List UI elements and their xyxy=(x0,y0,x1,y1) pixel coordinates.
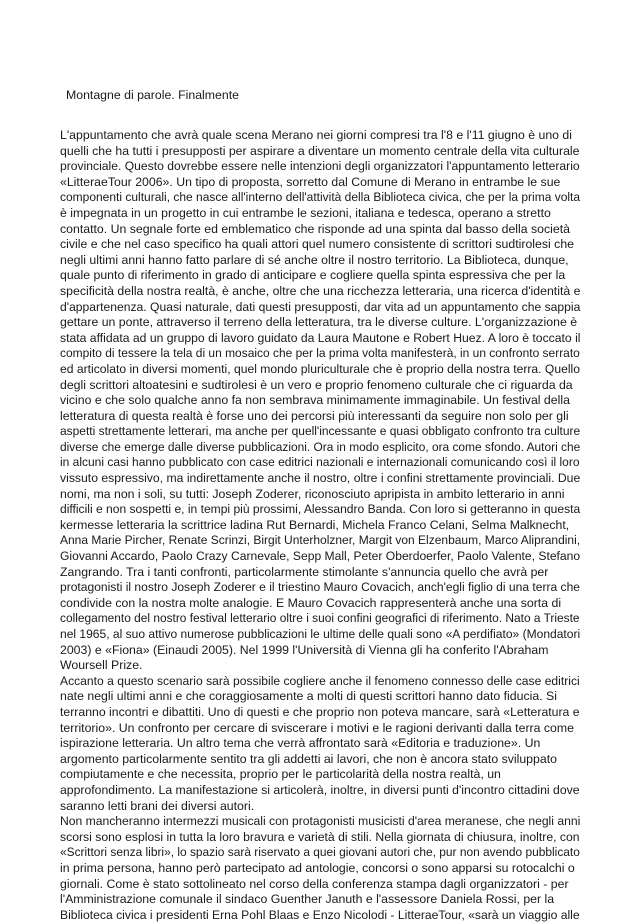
text-line: kermesse letteraria la scrittrice ladina Rut Bernardi, Michela Franco Celani, Selma Malknecht, xyxy=(60,517,570,532)
text-line: Woursell Prize. xyxy=(60,658,143,673)
text-line: quale punto di riferimento in grado di anticipare e cogliere quella spinta espressiva che per la xyxy=(60,268,566,283)
text-line: provinciale. Questo dovrebbe essere nelle intenzioni degli organizzatori l'appuntamento letterario xyxy=(60,159,580,174)
text-line: nel 1965, al suo attivo numerose pubblicazioni le ultime delle quali sono «A perdifiato» (Mondatori xyxy=(60,627,581,641)
text-line: ed articolato in diversi momenti, quel mondo pluriculturale che è proprio della nostra terra. Quello xyxy=(60,361,580,376)
text-line: Non mancheranno intermezzi musicali con protagonisti musicisti d'area meranese, che negli anni xyxy=(60,814,581,829)
text-line: nomi, ma non i soli, su tutti: Joseph Zoderer, riconosciuto apripista in ambito letterario in anni xyxy=(60,486,565,501)
text-line: compiutamente e che necessita, proprio per le particolarità della nostra realtà, un xyxy=(60,767,501,782)
paragraph xyxy=(60,128,580,674)
text-line: in prima persona, hanno però partecipato ad antologie, concorsi o sono apparsi su rotocalchi o xyxy=(60,860,575,875)
text-line: protagonisti il nostro Joseph Zoderer e il triestino Mauro Covacich, anch'egli figlio di una terra che xyxy=(60,580,581,595)
text-line: approfondimento. La manifestazione si articolerà, inoltre, in diversi punti d'incontro cittadini dove xyxy=(60,782,580,797)
text-line: scorsi sono esplosi in tutta la loro bravura e varietà di stili. Nella giornata di chiusura, inoltre, con xyxy=(60,829,580,844)
paragraph xyxy=(60,674,580,814)
text-line: 2003) e «Fiona» (Einaudi 2005). Nel 1999 l'Università di Vienna gli ha conferito l'Abraham xyxy=(60,642,549,657)
text-line: degli scrittori altoatesini e sudtirolesi è un vero e proprio fenomeno culturale che ci riguarda da xyxy=(60,377,573,392)
text-line: argomento particolarmente sentito tra gli addetti ai lavori, che non è ancora stato sviluppato xyxy=(60,751,557,766)
text-line: componenti culturali, che nasce all'interno dell'attività della Biblioteca civica, che per la prima volta xyxy=(60,190,581,205)
text-line: Zangrando. Tra i tanti confronti, particolarmente stimolante s'annuncia quello che avrà per xyxy=(60,564,549,579)
text-line: nate negli ultimi anni e che coraggiosamente a molti di questi scrittori hanno dato fiducia. Si xyxy=(60,689,557,704)
text-line: aspetti strettamente letterari, ma anche per quell'incessante e quasi obbligato confronto tra culture xyxy=(60,424,581,439)
text-line: collegamento del nostro festival letterario oltre i suoi confini geografici di riferimento. Nato a Trieste xyxy=(60,611,580,626)
text-line: giornali. Come è stato sottolineato nel corso della conferenza stampa dagli organizzatori - per xyxy=(60,876,569,891)
text-line: Accanto a questo scenario sarà possibile cogliere anche il fenomeno connesso delle case editrici xyxy=(60,673,580,688)
text-line: Anna Marie Pircher, Renate Scrinzi, Birgit Unterholzner, Margit von Elzenbaum, Marco Aliprandini, xyxy=(60,533,581,548)
text-line: Giovanni Accardo, Paolo Crazy Carnevale, Sepp Mall, Peter Oberdoerfer, Paolo Valente, Stefano xyxy=(60,549,581,564)
text-line: «LitteraeTour 2006». Un tipo di proposta, sorretto dal Comune di Merano in entrambe le sue xyxy=(60,174,561,189)
text-line: L'appuntamento che avrà quale scena Merano nei giorni compresi tra l'8 e l'11 giugno è uno di xyxy=(60,128,572,142)
paragraph xyxy=(60,814,580,923)
text-line: in alcuni casi hanno pubblicato con case editrici nazionali e internazionali comunicando così il loro xyxy=(60,455,580,470)
text-line: quelli che ha tutti i presupposti per aspirare a diventare un momento centrale della vita culturale xyxy=(60,143,580,158)
text-line: condivide con la nostra molte analogie. E Mauro Covacich rappresenterà anche una sorta di xyxy=(60,595,562,610)
text-line: Biblioteca civica i presidenti Erna Pohl Blaas e Enzo Nicolodi - LitteraeTour, «sarà un viaggio alle xyxy=(60,907,580,922)
text-line: saranno letti brani dei diversi autori. xyxy=(60,798,255,813)
text-line: è impegnata in un progetto in cui entrambe le sezioni, italiana e tedesca, operano a stretto xyxy=(60,205,551,220)
text-line: specificità della nostra realtà, è anche, oltre che una ricchezza letteraria, una ricerca d'identità e xyxy=(60,283,581,298)
text-line: terranno incontri e dibattiti. Uno di questi e che proprio non poteva mancare, sarà «Letteratura e xyxy=(60,704,580,719)
text-line: vissuto espressivo, ma indirettamente anche il nostro, oltre i confini strettamente provinciali. Due xyxy=(60,471,581,486)
text-line: vicino e che solo qualche anno fa non sembrava minimamente immaginabile. Un festival della xyxy=(60,393,570,408)
text-line: diverse che emerge dalle diverse pubblicazioni. Ora in modo esplicito, ora come sfondo. Autori che xyxy=(60,439,581,454)
text-line: gettare un ponte, attraverso il terreno della letteratura, tra le diverse culture. L'organizzazione è xyxy=(60,315,578,330)
text-line: «Scrittori senza libri», lo spazio sarà riservato a quei giovani autori che, pur non avendo pubblicato xyxy=(60,845,580,860)
text-line: territorio». Un confronto per cercare di sviscerare i motivi e le ragioni derivanti dalla terra come xyxy=(60,720,574,735)
text-line: ispirazione letteraria. Un altro tema che verrà affrontato sarà «Editoria e traduzione». Un xyxy=(60,736,541,751)
text-line: negli ultimi anni hanno fatto parlare di sé anche oltre il nostro territorio. La Biblioteca, dunque, xyxy=(60,252,569,267)
text-line: compito di tessere la tela di un mosaico che per la prima volta manifesterà, in un confronto serrato xyxy=(60,346,580,361)
text-line: difficili e non sospetti e, in tempi più prossimi, Alessandro Banda. Con loro si getteranno in questa xyxy=(60,502,581,517)
document-title: Montagne di parole. Finalmente xyxy=(66,88,239,102)
document-body xyxy=(60,128,580,923)
text-line: civile e che nel caso specifico ha quali attori quel numero consistente di scrittori sudtirolesi che xyxy=(60,237,574,252)
text-line: contatto. Un segnale forte ed emblematico che risponde ad una spinta dal basso della società xyxy=(60,221,570,236)
text-line: d'appartenenza. Quasi naturale, dati questi presupposti, dar vita ad un appuntamento che sappia xyxy=(60,299,581,314)
text-line: l'Amministrazione comunale il sindaco Guenther Januth e l'assessore Daniela Rossi, per la xyxy=(60,892,555,907)
text-line: stata affidata ad un gruppo di lavoro guidato da Laura Mautone e Robert Huez. A loro è toccato il xyxy=(60,330,581,345)
text-line: letteratura di questa realtà è forse uno dei percorsi più interessanti da seguire non solo per gli xyxy=(60,408,569,423)
